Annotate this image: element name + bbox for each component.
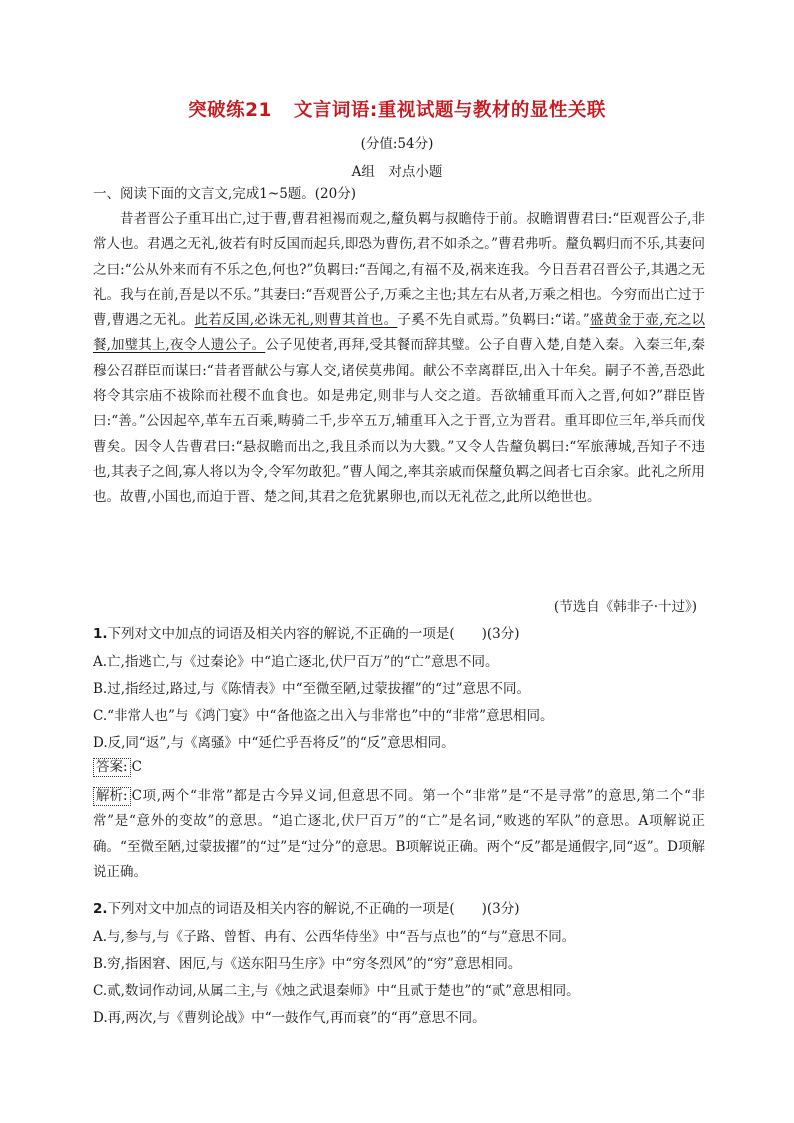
- q2-option-a: A.与,参与,与《子路、曾皙、冉有、公西华侍坐》中“吾与点也”的“与”意思不同。: [93, 929, 576, 945]
- q2-option-d: D.再,两次,与《曹刿论战》中“一鼓作气,再而衰”的“再”意思不同。: [93, 1010, 486, 1026]
- page-title: [0, 96, 794, 122]
- passage-text-1: 昔者晋公子重耳出亡,过于曹,曹君袒裼而观之,釐负羁与叔瞻侍于前。叔瞻谓曹君曰:“臣观晋公子,非常人也。君遇之无礼,彼若有时反国而起兵,即恐为曹伤,君不如杀之。”曹君弗听。釐负羁归而不乐,其妻问之曰:“公从外来而有不乐之色,何也?”负羁曰:“吾闻之,有福不及,祸来连我。今日吾君召晋公子,其遇之无礼。我与在前,吾是以不乐。”其妻曰:“吾观晋公子,万乘之主也;其左右从者,万乘之相也。今穷而出亡过于曹,曹遇之无礼。: [93, 211, 705, 329]
- q1-analysis: [93, 784, 705, 885]
- analysis-text: C项,两个“非常”都是古今异义词,但意思不同。第一个“非常”是“不是寻常”的意思,第二个“非常”是“意外的变故”的意思。“追亡逐北,伏尸百万”的“亡”是名词,“败逃的军队”的意思。A项解说正确。“至微至陋,过蒙拔擢”的“过”是“过分”的意思。B项解说正确。两个“反”都是通假字,同“返”。D项解说正确。: [93, 788, 705, 880]
- underlined-sentence-2: 盛黄金于壶,充之以餐,加璧其上,夜令人遗公子。: [93, 312, 705, 354]
- section-instruction: 一、阅读下面的文言文,完成1~5题。(20分): [93, 186, 356, 202]
- q2-option-c: C.贰,数词作动词,从属二主,与《烛之武退秦师》中“且贰于楚也”的“贰”意思相同。: [93, 983, 580, 999]
- q1-answer: [93, 758, 705, 777]
- answer-value: C: [131, 759, 142, 775]
- analysis-label: 解析:: [93, 787, 131, 806]
- q2-option-b: B.穷,指困窘、困厄,与《送东阳马生序》中“穷冬烈风”的“穷”意思相同。: [93, 956, 522, 972]
- question-1-stem: 下列对文中加点的词语及相关内容的解说,不正确的一项是( )(3分): [107, 626, 520, 642]
- passage-source: (节选自《韩非子·十过》): [553, 599, 697, 615]
- q1-option-d: D.反,同“返”,与《离骚》中“延伫乎吾将反”的“反”意思相同。: [93, 735, 455, 751]
- underlined-sentence-1: 此若反国,必诛无礼,则曹其首也。: [194, 312, 398, 329]
- group-heading: A组 对点小题: [351, 164, 443, 180]
- question-2: [93, 897, 705, 917]
- classical-passage: [93, 207, 705, 511]
- question-2-stem: 下列对文中加点的词语及相关内容的解说,不正确的一项是( )(3分): [107, 901, 520, 917]
- passage-text-2: 子奚不先自贰焉。”负羁曰:“诺。”: [397, 312, 590, 329]
- score-line: (分值:54分): [360, 136, 434, 152]
- question-1-number: 1.: [93, 626, 108, 642]
- q1-option-b: B.过,指经过,路过,与《陈情表》中“至微至陋,过蒙拔擢”的“过”意思不同。: [93, 681, 530, 697]
- q1-option-c: C.“非常人也”与《鸿门宴》中“备他盗之出入与非常也”中的“非常”意思相同。: [93, 708, 554, 724]
- answer-label: 答案:: [93, 758, 131, 777]
- passage-text-3: 公子见使者,再拜,受其餐而辞其璧。公子自曹入楚,自楚入秦。入秦三年,秦穆公召群臣而谋曰:“昔者晋献公与寡人交,诸侯莫弗闻。献公不幸离群臣,出入十年矣。嗣子不善,吾恐此将令其宗庙不祓除而社稷不血食也。如是弗定,则非与人交之道。吾欲辅重耳而入之晋,何如?”群臣皆曰:“善。”公因起卒,革车五百乘,畴骑二千,步卒五万,辅重耳入之于晋,立为晋君。重耳即位三年,举兵而伐曹矣。因令人告曹君曰:“悬叔瞻而出之,我且杀而以为大戮。”又令人告釐负羁曰:“军旅薄城,吾知子不违也,其表子之闾,寡人将以为令,令军勿敢犯。”曹人闻之,率其亲戚而保釐负羁之闾者七百余家。此礼之所用也。故曹,小国也,而迫于晋、楚之间,其君之危犹累卵也,而以无礼莅之,此所以绝世也。: [93, 337, 705, 506]
- question-1: [93, 622, 705, 642]
- q1-option-a: A.亡,指逃亡,与《过秦论》中“追亡逐北,伏尸百万”的“亡”意思不同。: [93, 654, 499, 670]
- title-topic: 文言词语:重视试题与教材的显性关联: [293, 100, 606, 121]
- title-number: 突破练21: [188, 100, 272, 121]
- question-2-number: 2.: [93, 901, 108, 917]
